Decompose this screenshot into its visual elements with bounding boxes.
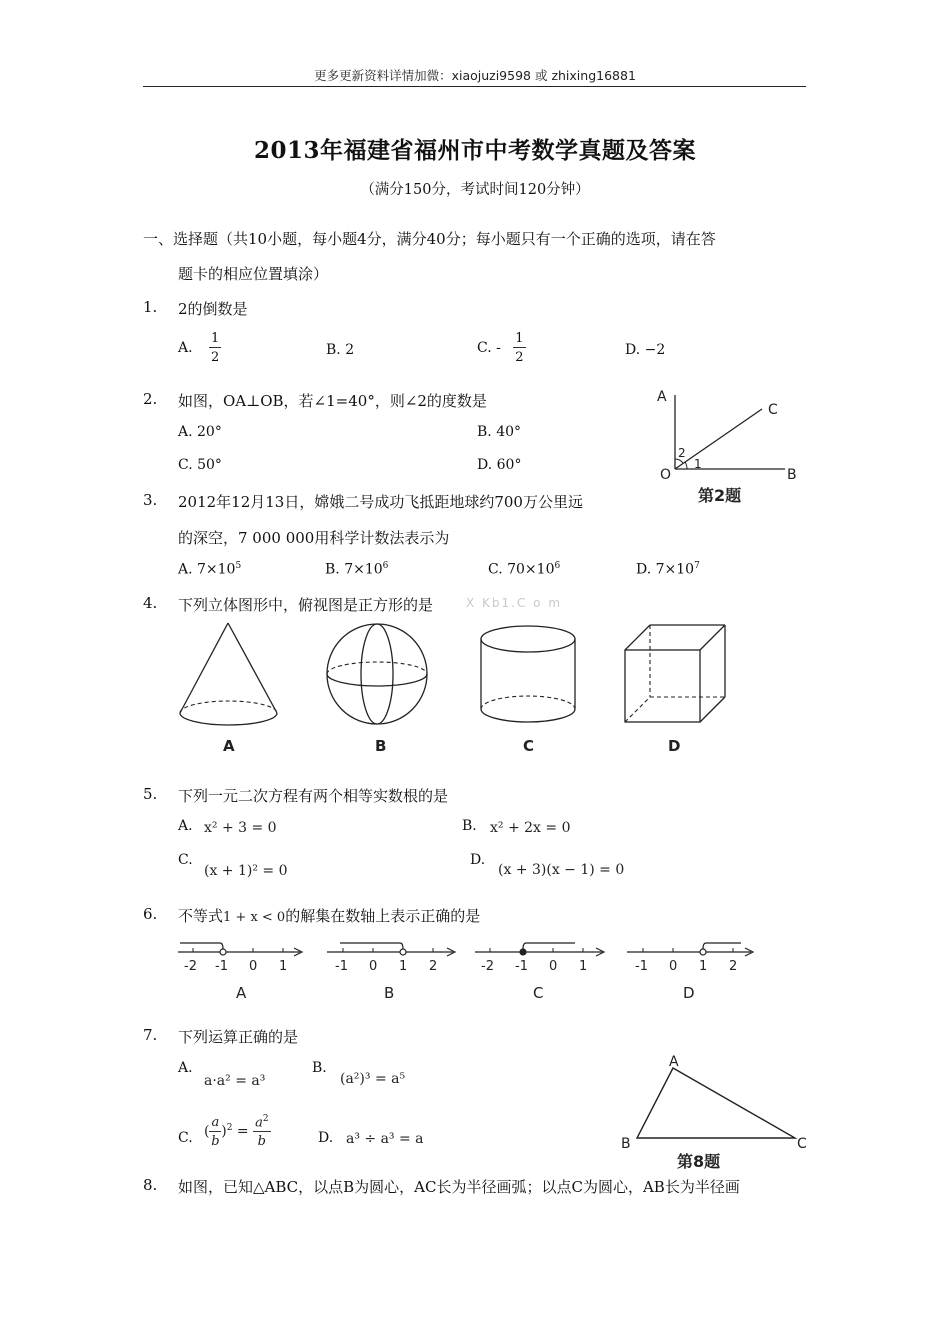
q6-line-b bbox=[327, 943, 455, 1002]
q7-c-frac-right: $\frac{a^2}{b}$ bbox=[255, 1114, 269, 1150]
q2-stem: 如图，OA⊥OB，若∠1=40°，则∠2的度数是 bbox=[178, 392, 487, 410]
q4-sphere bbox=[327, 624, 427, 724]
q2-caption: 第2题 bbox=[698, 486, 742, 505]
page-header: 更多更新资料详情加微：xiaojuzi9598 或 zhixing16881 bbox=[314, 68, 636, 83]
q4-cone bbox=[180, 623, 277, 725]
q2-number: 2. bbox=[143, 390, 158, 408]
q4-stem: 下列立体图形中，俯视图是正方形的是 bbox=[178, 596, 434, 614]
q3-a-text: A. 7×10 bbox=[178, 561, 236, 578]
q4-label-b: B bbox=[375, 737, 387, 755]
q3-option-a bbox=[178, 561, 241, 578]
q6-d-tick3: 1 bbox=[699, 959, 708, 974]
q7-a-label: A. bbox=[178, 1060, 193, 1076]
q3-option-d bbox=[636, 561, 700, 578]
q6-d-label: D bbox=[683, 984, 695, 1002]
q3-b-text: B. 7×10 bbox=[325, 561, 383, 578]
q7-d-label: D. bbox=[318, 1130, 334, 1146]
q7-b-label: B. bbox=[312, 1060, 327, 1076]
q8-label-a: A bbox=[669, 1054, 679, 1070]
q2-label-angle2: 2 bbox=[678, 446, 686, 460]
q4-label-a: A bbox=[223, 737, 235, 755]
q5-d-math: (x + 3)(x − 1) = 0 bbox=[498, 862, 625, 878]
q2-option-a: A. 20° bbox=[178, 424, 222, 440]
q6-line-a bbox=[178, 943, 302, 1002]
q5-b-math: x² + 2x = 0 bbox=[490, 820, 571, 836]
q1-option-d: D. −2 bbox=[625, 342, 666, 358]
q4-cylinder bbox=[481, 626, 575, 722]
q1-option-a bbox=[178, 332, 221, 364]
q1-c-fraction bbox=[513, 332, 525, 364]
q3-c-text: C. 70×10 bbox=[488, 561, 555, 578]
q6-a-tick1: -2 bbox=[184, 959, 197, 974]
q5-number: 5. bbox=[143, 785, 158, 803]
q3-c-exp: 6 bbox=[554, 561, 561, 571]
q2-label-o: O bbox=[660, 467, 672, 483]
q6-number-lines bbox=[175, 935, 765, 1005]
q6-d-tick1: -1 bbox=[635, 959, 648, 974]
q3-option-c bbox=[488, 561, 560, 578]
q2-figure bbox=[650, 385, 810, 510]
q7-b-math: (a²)³ = a⁵ bbox=[340, 1071, 406, 1087]
q2-label-a: A bbox=[657, 389, 667, 405]
q3-number: 3. bbox=[143, 491, 158, 509]
q5-d-label: D. bbox=[470, 852, 486, 868]
q2-label-b: B bbox=[787, 467, 797, 483]
q3-line1: 2012年12月13日，嫦娥二号成功飞抵距地球约700万公里远 bbox=[178, 493, 583, 511]
q8-number: 8. bbox=[143, 1176, 158, 1194]
q3-line2: 的深空，7 000 000用科学计数法表示为 bbox=[178, 529, 450, 547]
q1-a-denominator: 2 bbox=[211, 350, 220, 365]
q4-watermark: X Kb1.C o m bbox=[466, 596, 563, 610]
q6-b-tick1: -1 bbox=[335, 959, 348, 974]
q1-option-b: B. 2 bbox=[326, 342, 355, 358]
q3-b-exp: 6 bbox=[382, 561, 389, 571]
header-divider bbox=[143, 86, 806, 87]
q6-stem-math: 1 + x < 0 bbox=[223, 910, 286, 925]
q1-stem: 2的倒数是 bbox=[178, 300, 248, 318]
q6-b-tick3: 1 bbox=[399, 959, 408, 974]
q1-option-c bbox=[477, 332, 526, 364]
q7-d-math: a³ ÷ a³ = a bbox=[346, 1131, 424, 1147]
q6-a-tick3: 0 bbox=[249, 959, 258, 974]
q4-number: 4. bbox=[143, 594, 158, 612]
q4-label-c: C bbox=[523, 737, 535, 755]
section-heading-cont: 题卡的相应位置填涂） bbox=[178, 265, 329, 283]
q6-c-tick2: -1 bbox=[515, 959, 528, 974]
q3-d-text: D. 7×10 bbox=[636, 561, 695, 578]
q3-option-b bbox=[325, 561, 388, 578]
q6-stem-post: 的解集在数轴上表示正确的是 bbox=[285, 907, 481, 925]
q6-c-label: C bbox=[533, 984, 544, 1002]
q6-number: 6. bbox=[143, 905, 158, 923]
q8-triangle bbox=[637, 1068, 795, 1138]
q2-angle1-arc bbox=[685, 462, 687, 469]
q2-option-d: D. 60° bbox=[477, 457, 522, 473]
q1-number: 1. bbox=[143, 298, 158, 316]
q5-stem: 下列一元二次方程有两个相等实数根的是 bbox=[178, 787, 449, 805]
q5-a-math: x² + 3 = 0 bbox=[204, 820, 277, 836]
q6-b-tick4: 2 bbox=[429, 959, 438, 974]
q8-line1: 如图，已知△ABC，以点B为圆心，AC长为半径画弧；以点C为圆心，AB长为半径画 bbox=[178, 1178, 740, 1196]
q8-figure bbox=[615, 1050, 815, 1175]
q5-c-math: (x + 1)² = 0 bbox=[204, 863, 288, 879]
q7-number: 7. bbox=[143, 1026, 158, 1044]
q7-a-math: a·a² = a³ bbox=[204, 1073, 266, 1089]
q7-stem: 下列运算正确的是 bbox=[178, 1028, 299, 1046]
q6-stem bbox=[178, 905, 480, 926]
q6-b-label: B bbox=[384, 984, 395, 1002]
q5-a-label: A. bbox=[178, 818, 193, 834]
document-subtitle: （满分150分，考试时间120分钟） bbox=[360, 182, 590, 198]
q4-cube bbox=[625, 625, 725, 722]
q6-line-c bbox=[475, 943, 604, 1002]
q6-c-tick4: 1 bbox=[579, 959, 588, 974]
q7-c-frac-left: $\frac{a}{b}$ bbox=[211, 1114, 220, 1149]
q1-c-denominator: 2 bbox=[515, 350, 524, 365]
q2-label-angle1: 1 bbox=[694, 457, 702, 471]
q8-caption: 第8题 bbox=[677, 1152, 721, 1171]
q6-stem-pre: 不等式 bbox=[178, 907, 224, 925]
q1-a-numerator: 1 bbox=[211, 331, 220, 346]
document-title: 2013年福建省福州市中考数学真题及答案 bbox=[253, 137, 696, 164]
q8-label-c: C bbox=[797, 1136, 807, 1152]
q6-d-tick2: 0 bbox=[669, 959, 678, 974]
q7-c-math: ( $\frac{a}{b}$ )$^2$ = $\frac{a^2}{b}$ bbox=[204, 1114, 269, 1150]
q1-a-fraction bbox=[209, 332, 221, 364]
q1-a-label: A. bbox=[178, 340, 193, 356]
q4-label-d: D bbox=[668, 737, 681, 755]
q2-option-b: B. 40° bbox=[477, 424, 522, 440]
q3-d-exp: 7 bbox=[694, 561, 700, 571]
q5-b-label: B. bbox=[462, 818, 477, 834]
q6-a-label: A bbox=[236, 984, 247, 1002]
q6-a-tick2: -1 bbox=[215, 959, 228, 974]
q6-line-d bbox=[627, 943, 753, 1002]
q1-c-numerator: 1 bbox=[515, 331, 524, 346]
q6-a-tick4: 1 bbox=[279, 959, 288, 974]
q6-c-tick3: 0 bbox=[549, 959, 558, 974]
q4-figures bbox=[170, 615, 770, 760]
q6-c-tick1: -2 bbox=[481, 959, 494, 974]
q1-c-label: C. - bbox=[477, 340, 501, 356]
q3-a-exp: 5 bbox=[235, 561, 242, 571]
q5-c-label: C. bbox=[178, 852, 193, 868]
q6-d-tick4: 2 bbox=[729, 959, 738, 974]
q6-b-tick2: 0 bbox=[369, 959, 378, 974]
section-heading: 一、选择题（共10小题，每小题4分，满分40分；每小题只有一个正确的选项，请在答 bbox=[143, 230, 716, 248]
q2-ray-oc bbox=[675, 409, 762, 469]
q2-option-c: C. 50° bbox=[178, 457, 222, 473]
q8-label-b: B bbox=[621, 1136, 631, 1152]
q7-c-label: C. bbox=[178, 1130, 193, 1146]
q2-label-c: C bbox=[768, 402, 778, 418]
